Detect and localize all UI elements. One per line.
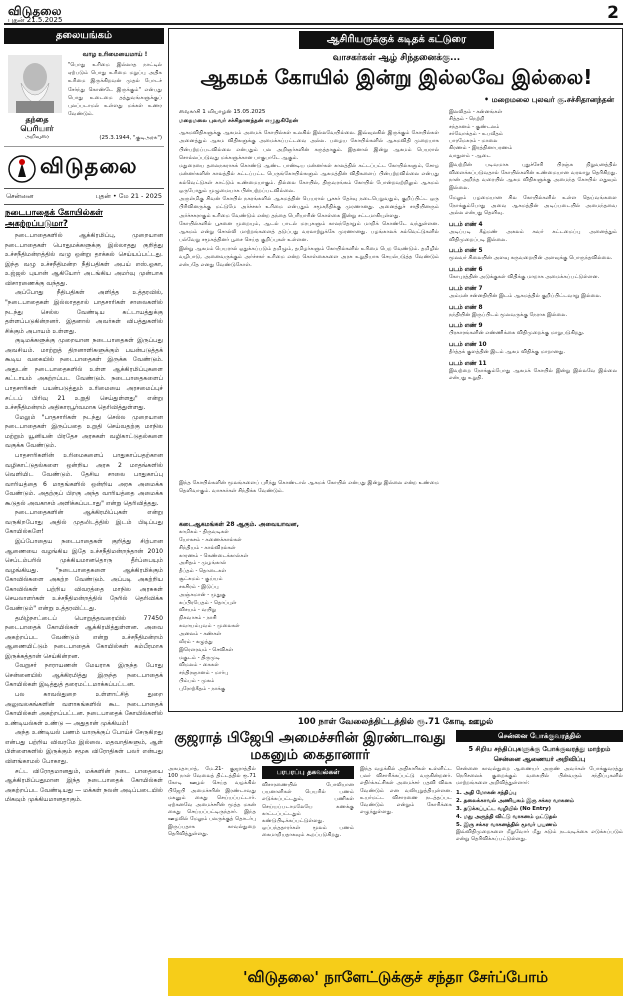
article-paragraph: இன்று ஆகமம் பெயரால் ஒதுக்கப்படும் தமிழும், தமிழர்களும் கோயில்களில் உரிமை பெற வேண்டும். தமிழில் வழிபாடு, அனைவருக்கும் அர்ச்சகர் உரிமை என்ற கொள்கைகளை அரசு உறுதியாக செயல்படுத்த வேண்டும் என்பதே எனது வேண்டுகோள். (179, 245, 439, 269)
quote-citation: (25.3.1944, "குடிஅரசு") (99, 135, 162, 141)
article-kicker: ஆசிரியருக்குக் கடிதக் கட்டுரை (299, 31, 494, 49)
chennai-traffic-story (456, 730, 623, 952)
figure-note-title: படம் எண் 10 (449, 341, 487, 348)
gujarat-story-col2 (262, 766, 354, 948)
right-intro-line: சர்வோக்தம் - உபவீதம் (449, 130, 504, 137)
figure-note-text: நந்தியின் இருப்பிடம் மூலவருக்கு நேராக இல்லை. (449, 311, 568, 318)
right-paragraph: மேலும் பழமையான சில கோயில்களில் உள்ள தெய்வங்களை நோக்கும்போது அவை ஆகமத்தின் அடிப்படையில் அமைந்தவை அல்ல என்பது தெளிவு. (449, 194, 617, 217)
figure-note-text: அடிப்படி கீழ்மண் அகலம் சுவர் கட்டமைப்பு அனைத்தும் விதிமுறைப்படி இல்லை. (449, 229, 617, 243)
figure-note-text: கோபுரத்தின் அடுக்குகள் விதிக்கு மாறாக அமைக்கப்பட்டுள்ளன. (449, 274, 600, 281)
article-closing: இந்த கோயில்களின் மூலங்களைப் புரிந்து கொண்டால் ஆகமக் கோயில் என்பது இன்று இல்லை என்ற உண்மை தெளிவாகும். வாசகர்கள் சிந்திக்க வேண்டும். (179, 480, 439, 495)
editorial-paragraph: இப்போதைய நடைபாதைகள் குறித்து சிற்பான ஆணையை வழங்கிய இதே உச்சநீதிமன்றந்தான் 2010 செப்டம்பரில் முக்கியமானதொரு தீர்ப்பையும் வழங்கியது. "நடைபாதைகளை ஆக்கிரமிக்கும் கோவில்களை அகற்ற வேண்டும். அப்படி அகற்றிய கோவில்கள் பற்றிய விவரத்தை மாநில அரசுகள் செயலாளர்கள் உச்சநீதிமன்றத்தில் நேரில் தெரிவிக்க வேண்டும்" என்று உத்தரவிட்டது. (5, 538, 163, 612)
masthead-date: புதன் 21.5.2025 (8, 16, 63, 24)
traffic-list-item: 3. தடுக்கப்பட்ட வழியில் (No Entry) (456, 805, 552, 812)
dateline (4, 189, 164, 205)
logo-name: விடுதலை (40, 154, 138, 178)
quote-heading: வாழ உரிமையைமாய் ! (82, 51, 148, 58)
right-intro-line: சித்தம் - நெற்றி (449, 116, 485, 123)
figure-note-title: படம் எண் 7 (449, 285, 483, 292)
editorial-paragraph: சட்ட விரோதமானதும், மக்களின் நடை பாதையை ஆக்கிரமிப்பதுமான இந்த நடைபாதைக் கோயில்கள் அகற்றப்பட வேண்டியது — மக்கள் நலன் அடிப்படையில் மிகவும் முக்கியமானதாகும். (5, 767, 163, 804)
quote-text: "பொது உரிமை இல்லாத நாட்டில் ஏற்படும் பொது உரிமை மறுப்பு அதிக உரிமை இருக்கிறவன் முதல் போடச் சேர்ந்து கொண்டே இருக்கும்" என்பது பொது உடைமை தத்துவங்களுக்குப் புலப்படாமல் உள்ளது மக்கள் உணர வேண்டும். (68, 62, 162, 118)
traffic-lead: சென்னை காவல்துறை ஆணையர் அருண் அவர்கள் போக்குவரத்து நெரிசலைக் குறைக்கும் வகையில் பின்வரும் சந்திப்புகளில் மாற்றங்களை அறிவித்துள்ளார்: (456, 766, 623, 787)
subscription-slogan: 'விடுதலை' நாளேட்டுக்குச் சந்தா சேர்ப்போம் (168, 958, 623, 996)
figure-notes (449, 222, 617, 383)
agama-list-item: காரணம் - கெண்டைக்கால்கள் (179, 552, 249, 559)
traffic-kicker: சென்னை போக்குவரத்தில் (456, 730, 623, 742)
right-intro-line: சந்தானம் - குண்டலம் (449, 123, 500, 130)
traffic-list-item: 4. மது அருந்தி விட்டு வாகனம் ஓட்டுதல் (456, 813, 557, 820)
agama-list-item: பிம்பம் - முகம் (179, 678, 215, 685)
agama-list-item: சுவாயம்புவம் - முலைகள் (179, 623, 240, 630)
article-paragraph: ஆகமவிதிகளுக்கு ஆகமம் அமைக் கோயில்கள் உலகில் இல்லவேயில்லை. இவ்வுலகில் இருக்கும் கோயில்கள் அனைத்தும் ஆகம விதிகளுக்கு அமைக்கப்பட்டவை அல்ல. பழைய கோயில்களில் ஆகமவிதி முறையாக பின்பற்றப்படவில்லை என்பதும் பல அறிஞர்களின் கருத்தாகும். இதனால் இன்று ஆகமம் பெயரால் சொல்லப்படுவது மக்களுக்கான பாகுபாடே ஆகும். (179, 130, 439, 161)
figure-note-title: படம் எண் 4 (449, 222, 483, 228)
gujarat-story (168, 730, 452, 952)
agama-list-item: யோகசம் - கணைக்கால்கள் (179, 536, 242, 543)
gujarat-story-col3: இந்த வழக்கில் அதிகாரிகள் உள்ளிட்ட பலர் விசாரிக்கப்பட்டு வருகின்றனர். எதிர்க்கட்சிகள் அமைச்சர் பதவி விலக வேண்டும் என வலியுறுத்தியுள்ளன. உயர்மட்ட விசாரணை நடத்தப்பட வேண்டும் என்றும் கோரிக்கை எழுந்துள்ளது. (360, 766, 452, 816)
editorial-title: நடைபாதைக் கோயில்கள் அகற்றப்படுமா? (5, 208, 103, 229)
section-label: தலையங்கம் (4, 28, 164, 44)
right-intro-line: வாதுளம் - ஆடை (449, 152, 491, 159)
figure-note-title: படம் எண் 11 (449, 360, 487, 367)
story-banner: 100 நாள் வேலைத்திட்டத்தில் ரூ.71 கோடி ஊழல் (297, 717, 494, 727)
agama-list-item: விமலம் - கைகள் (179, 662, 219, 669)
article-author: • மறைமலை புலவர் கு.சச்சிதானந்தன் (484, 95, 614, 104)
gujarat-story-col2-text: விசாரணையில் போலியான பயனாளிகள் பெயரில் பணம் எடுக்கப்பட்டதும், பணிகள் செய்யப்படாமலேயே கணக்கு காட்டப்பட்டதும் கண்டுபிடிக்கப்பட்டுள்ளது. ஒப்பந்ததாரர்கள் மூலம் பணம் கைமாறியதாகவும் கூறப்படுகிறது. (262, 782, 354, 839)
agama-list-item: அனலம் - கண்கள் (179, 630, 222, 637)
editorial-paragraph: குடிமக்களுக்கு முறையான நடைபாதைகள் இருப்பது அவசியம். மாற்றுத் திறனாளிகளுக்கும் பயன்படுத்தக் கூடிய வகையில் நடைபாதைகள் இருக்க வேண்டும். அதுடன் நடைபாதைகளில் உள்ள ஆக்கிரமிப்புகளை கட்டாயம் அகற்றப்பட வேண்டும். நடைபாதைகளைப் பாதசாரிகள் பயன்படுத்தும் உரிமையை அரசமைப்புச் சட்டப் பிரிவு 21 உறுதி செய்துள்ளது" என்று உச்சநீதிமன்றம் அதிகாரபூர்வமாக தெரிவித்துள்ளது. (5, 337, 163, 412)
traffic-list-item: 5. இரு சக்கர வாகனத்தில் மூவர் பயணம் (456, 821, 557, 828)
gujarat-story-headline: குஜராத் பிஜேபி அமைச்சரின் இரண்டாவது மகனும் கைதானார் (174, 730, 446, 763)
periyar-quote-box (4, 47, 164, 147)
sensational-info-box: பரபரப்பு தகவல்கள் (262, 766, 354, 779)
figure-note-text: அம்மன் சன்னதியின் இடம் ஆகமத்தில் குறிப்பிட்டவாறு இல்லை. (449, 292, 602, 299)
editorial-paragraph: பல காவல்துறை உள்ளாட்சித் துறை அலுவலகங்களின் வளாகங்களில் கூட நடைபாதைக் கோயில்கள் அகற்றப்பட்டன. நடைபாதைக் கோயில்களில் உண்டியல்கள் உண்டு — அதுதான் முக்கியம்! (5, 691, 163, 727)
editorial-column (4, 28, 164, 996)
page-number: 2 (607, 3, 619, 23)
sig-line-2: பெரியார் (20, 124, 54, 133)
agama-list-item: சிந்தியம் - கால்விரல்கள் (179, 544, 236, 551)
agama-list-item: தீப்தம் - தொடைகள் (179, 568, 227, 575)
article-paragraph: அருள்மிகு சிவன் கோயில் நகரங்களில் ஆகமத்தின் பெயரால் பூசகர் தேர்வு நடைபெறுவதும், குறிப்பிட்ட ஒரு பிரிவினருக்கு மட்டுமே அர்ச்சகர் உரிமை என்பதும் சமூகநீதிக்கு முரணானது. அனைத்துச் சாதியினரும் அர்ச்சகராகும் உரிமை வேண்டும் என்ற தந்தை பெரியாரின் கொள்கை இன்று சட்டமாகியுள்ளது. (179, 196, 439, 219)
editorial-paragraph: அந்த உண்டியல் பணம் யாருக்குப் போய்ச் சேருகிறது என்பது பற்றிய விவரமே இல்லை. மதவாதிகளும், ஆள் பிள்ளைகளில் இருக்கும் சமூக விரோதிகள் பலர் என்பது விளங்காமல் போகாது. (5, 729, 163, 765)
agama-list-item: மகுடம் - திருமுடி (179, 654, 221, 661)
traffic-subhead: சென்னை ஆணையர் அறிவிப்பு (493, 755, 586, 763)
agama-list-item: வீரம் - கழுத்து (179, 638, 213, 645)
agama-list-item: சூட்சுமம் - குய்யம் (179, 576, 223, 583)
right-intro (449, 109, 617, 160)
agama-list-item: இரௌரவம் - செவிகள் (179, 646, 234, 653)
agama-list-item: புரோற்கீதம் - நாக்கு (179, 685, 226, 692)
editorial-paragraph: பாதசாரிகளின் உரிமைகளைப் பாதுகாப்பதற்கான வழிகாட்டுதல்களை ஒன்றிய அரசு 2 மாதங்களில் வெளியிட வேண்டும். தேசிய சாலை பாதுகாப்பு வாரியத்தை 6 மாதங்களில் ஒன்றிய அரசு அமைக்க வேண்டும். அதற்குப் பிறகு அந்த வாரியத்தை அமைக்க கூடுதல் அவகாசம் அளிக்கப்படாது" என்று தெரிவித்தது. (5, 451, 163, 507)
figure-note-text: இவற்றை நோக்கும்போது ஆகமக் கோயில் இன்று இல்லவே இல்லை என்பது உறுதி. (449, 367, 617, 382)
gujarat-story-col1: அகமதாபாத், மே.21- குஜராத்தில் 100 நாள் வேலைத் திட்டத்தில் ரூ.71 கோடி ஊழல் செய்த வழக்கில் பிஜேபி அமைச்சரின் இரண்டாவது மகனும் கைது செய்யப்பட்டார். ஏற்கனவே அமைச்சரின் மூத்த மகன் கைது செய்யப்பட்டிருந்தார். இந்த ஊழலில் மேலும் பலருக்குத் தொடர்பு இருப்பதாக காவல்துறை தெரிவித்துள்ளது. (168, 766, 256, 837)
editorial-paragraph: தமிழ்நாட்டைப் பொறுத்தவரையில் 77450 நடைபாதைக் கோயில்கள் ஆக்கிரமித்துள்ளன. அவை அகற்றப்பட வேண்டும் என்று உச்சநீதிமன்றம் ஆணையிட்டும் நடைபாதைக் கோயில்கள் கம்பீரமாக இருக்கத்தான் செய்கின்றன. (5, 614, 163, 660)
right-paragraphs (449, 162, 617, 218)
traffic-headline: 5 சிறிய சந்திப்புகளுக்கு போக்குவரத்து மாற்றம் (468, 745, 611, 753)
figure-note-title: படம் எண் 5 (449, 248, 483, 255)
torch-logo-icon (8, 155, 36, 183)
article-headline: ஆகமக் கோயில் இன்று இல்லவே இல்லை! (200, 65, 593, 89)
dateline-city: சென்னை (6, 192, 34, 200)
agama-list-item: அஞ்சுமான் - முதுகு (179, 591, 226, 598)
article-body (179, 129, 439, 475)
figure-note-text: மூலவர் சிலையின் அளவு கருவறையின் அளவுக்கு பொருந்தவில்லை. (449, 255, 613, 262)
dateline-issue: புதன் • மே 21 - 2025 (95, 192, 162, 200)
figure-note-text: தீர்த்தக் குளத்தின் இடம் ஆகம விதிக்கு மாறானது. (449, 348, 566, 355)
right-intro-line: கிரணம் - இரத்தினாபரணம் (449, 145, 513, 152)
editorial-paragraph: மேலும் "பாதசாரிகள் நடந்து செல்ல முறையான நடைபாதைகள் இருப்பதை உறுதி செய்வதற்கு மாநில மற்றும் யூனியன் பிரதேச அரசுகள் வழிகாட்டுதல்களை வகுக்க வேண்டும். (5, 413, 163, 450)
traffic-list (456, 789, 623, 829)
letter-article-box (168, 28, 623, 712)
article-subtitle: வாசகர்கள் ஆழ் சிந்தனைக்கு... (332, 53, 461, 63)
article-author-note: மறைமலை புலவர் சச்சிதானந்தன் எழுதுகிறேன் (179, 118, 299, 124)
agama-list-item: சகசிரம் - இடுப்பு (179, 583, 219, 590)
editorial-paragraph: அப்போது நீதிபதிகள் அளித்த உத்தரவில், "நடைபாதைகள் இல்லாததால் பாதசாரிகள் சாலைகளில் நடந்து செல்ல வேண்டிய கட்டாயத்துக்கு தள்ளப்படுகின்றனர். இதனால் அவர்கள் விபத்துகளில் சிக்கும் அபாயம் உள்ளது. (5, 289, 163, 335)
editorial-body (4, 231, 164, 996)
quote-signature (8, 115, 66, 142)
periyar-portrait-icon (8, 55, 62, 113)
agama-list-item: விசயம் - வயிறு (179, 607, 217, 614)
editorial-paragraph: வேறுசர் நாராயணன் மேயராக இருந்த போது சென்னையில் ஆக்கிரமித்து இருந்த நடைபாதைக் கோயில்கள் இடித்துத் தரைமட்டமாக்கப்பட்டன. (5, 662, 163, 689)
agama-list-item: சுப்பிரபேதம் - தொப்புள் (179, 599, 237, 606)
traffic-list-item: 2. தலைக்காவல் அணியகம் இரு சக்கர வாகனம் (456, 797, 574, 804)
right-paragraph: இவற்றின் படிவமாக புதுச்சேரி பிரஞ்சு நிறுவனத்தில் விளைக்கப்படுவதால் கோயில்களின் உண்மையான வரலாறு தெரிகிறது. நான் அறிந்த வரையில் ஆகம விதிகளுக்கு அமைந்த கோயில் எதுவும் இல்லை. (449, 162, 617, 192)
right-intro-line: பாரமேசுரம் - மாலை (449, 138, 498, 145)
article-paragraph: மதுரையை தலைநகராகக் கொண்டு ஆண்ட பாண்டிய மன்னர்கள் காலத்தில் கட்டப்பட்ட கோயில்களும், சோழ மன்னர்களின் காலத்தில் கட்டப்பட்ட பெருங்கோயில்களும் ஆகமத்தின் விதிகளைப் பின்பற்றவில்லை என்பது கல்வெட்டுகள் காட்டும் உண்மையாகும். தில்லை கோயில், திருவரங்கம் கோயில் போன்றவற்றிலும் ஆகமம் ஒருபோதும் முழுமையாக பின்பற்றப்படவில்லை. (179, 163, 439, 194)
editorial-paragraph: நடைபாதைகளின் ஆக்கிரமிப்புகள் என்று வருகிறபோது அதில் முதலிடத்தில் இடம் பிடிப்பது கோயில்களே! (5, 509, 163, 536)
agama-list (179, 529, 439, 694)
sig-line-3: அறிவுரை (24, 134, 50, 140)
article-right-column (449, 109, 617, 709)
agama-list-item: நிசுவாசம் - நாசி (179, 615, 217, 622)
figure-note-title: படம் எண் 6 (449, 267, 483, 274)
right-intro-line: இலலிதம் - கன்னங்கள் (449, 109, 503, 115)
sig-line-1: தந்தை (25, 115, 49, 124)
masthead-paper-name: விடுதலை (8, 4, 62, 18)
figure-note-text: பிரகாரங்களின் எண்ணிக்கை விதிமுறைக்கு மாறுபடுகிறது. (449, 330, 585, 337)
agama-list-heading: கடைஆகமங்கள் 28 ஆகும். அவையாவன, (179, 521, 299, 528)
editorial-paragraph: நடைபாதைகளில் ஆக்கிரமிப்பு, முறையான நடைபாதைகள் பொதுமக்களுக்கு இல்லாதது குறித்து உச்சநீதிமன்றத்தில் வழு ஒன்று தாக்கல் செய்யப்பட்டது. இந்த வழு உச்சநீதிமன்ற நீதிபதிகள் அபய் எஸ்.ஓகா, உஜ்ஜல் புயான் ஆகியோர் அடங்கிய அமர்வு முன்பாக விசாரணைக்கு வந்தது. (5, 232, 163, 287)
figure-note-title: படம் எண் 9 (449, 323, 483, 330)
agama-list-item: காமிகம் - திருவடிகள் (179, 529, 229, 535)
traffic-list-item: 1. அதி மோகன் சந்திப்பு (456, 789, 517, 796)
agama-list-item: அசிதம் - முழங்கால் (179, 560, 227, 567)
masthead (4, 3, 623, 25)
article-date: வைகாசி 1 வியாழன் 15.05.2025 (179, 109, 266, 115)
traffic-tail: இவ்விதிமுறைகளை மீறுவோர் மீது கடும் நடவடிக்கை எடுக்கப்படும் என்று தெரிவிக்கப்பட்டுள்ளது. (456, 828, 623, 842)
figure-note-title: படம் எண் 8 (449, 304, 483, 311)
article-paragraph: கோயில்களில் பூசனை முறையும், ஆடல் பாடல் மரபுகளும் காலந்தோறும் மாறிக் கொண்டே வந்துள்ளன. ஆகமம் என்று சொல்லி மாற்றங்களைத் தடுப்பது வரலாற்றுக்கே முரணானது. பழங்காலக் கல்வெட்டுகளில் பல்வேறு சமூகத்தினர் பூசை செய்த குறிப்புகள் உள்ளன. (179, 220, 439, 244)
viduthalai-logo (4, 149, 164, 189)
agama-list-item: சந்திரஞானம் - மார்பு (179, 670, 229, 677)
